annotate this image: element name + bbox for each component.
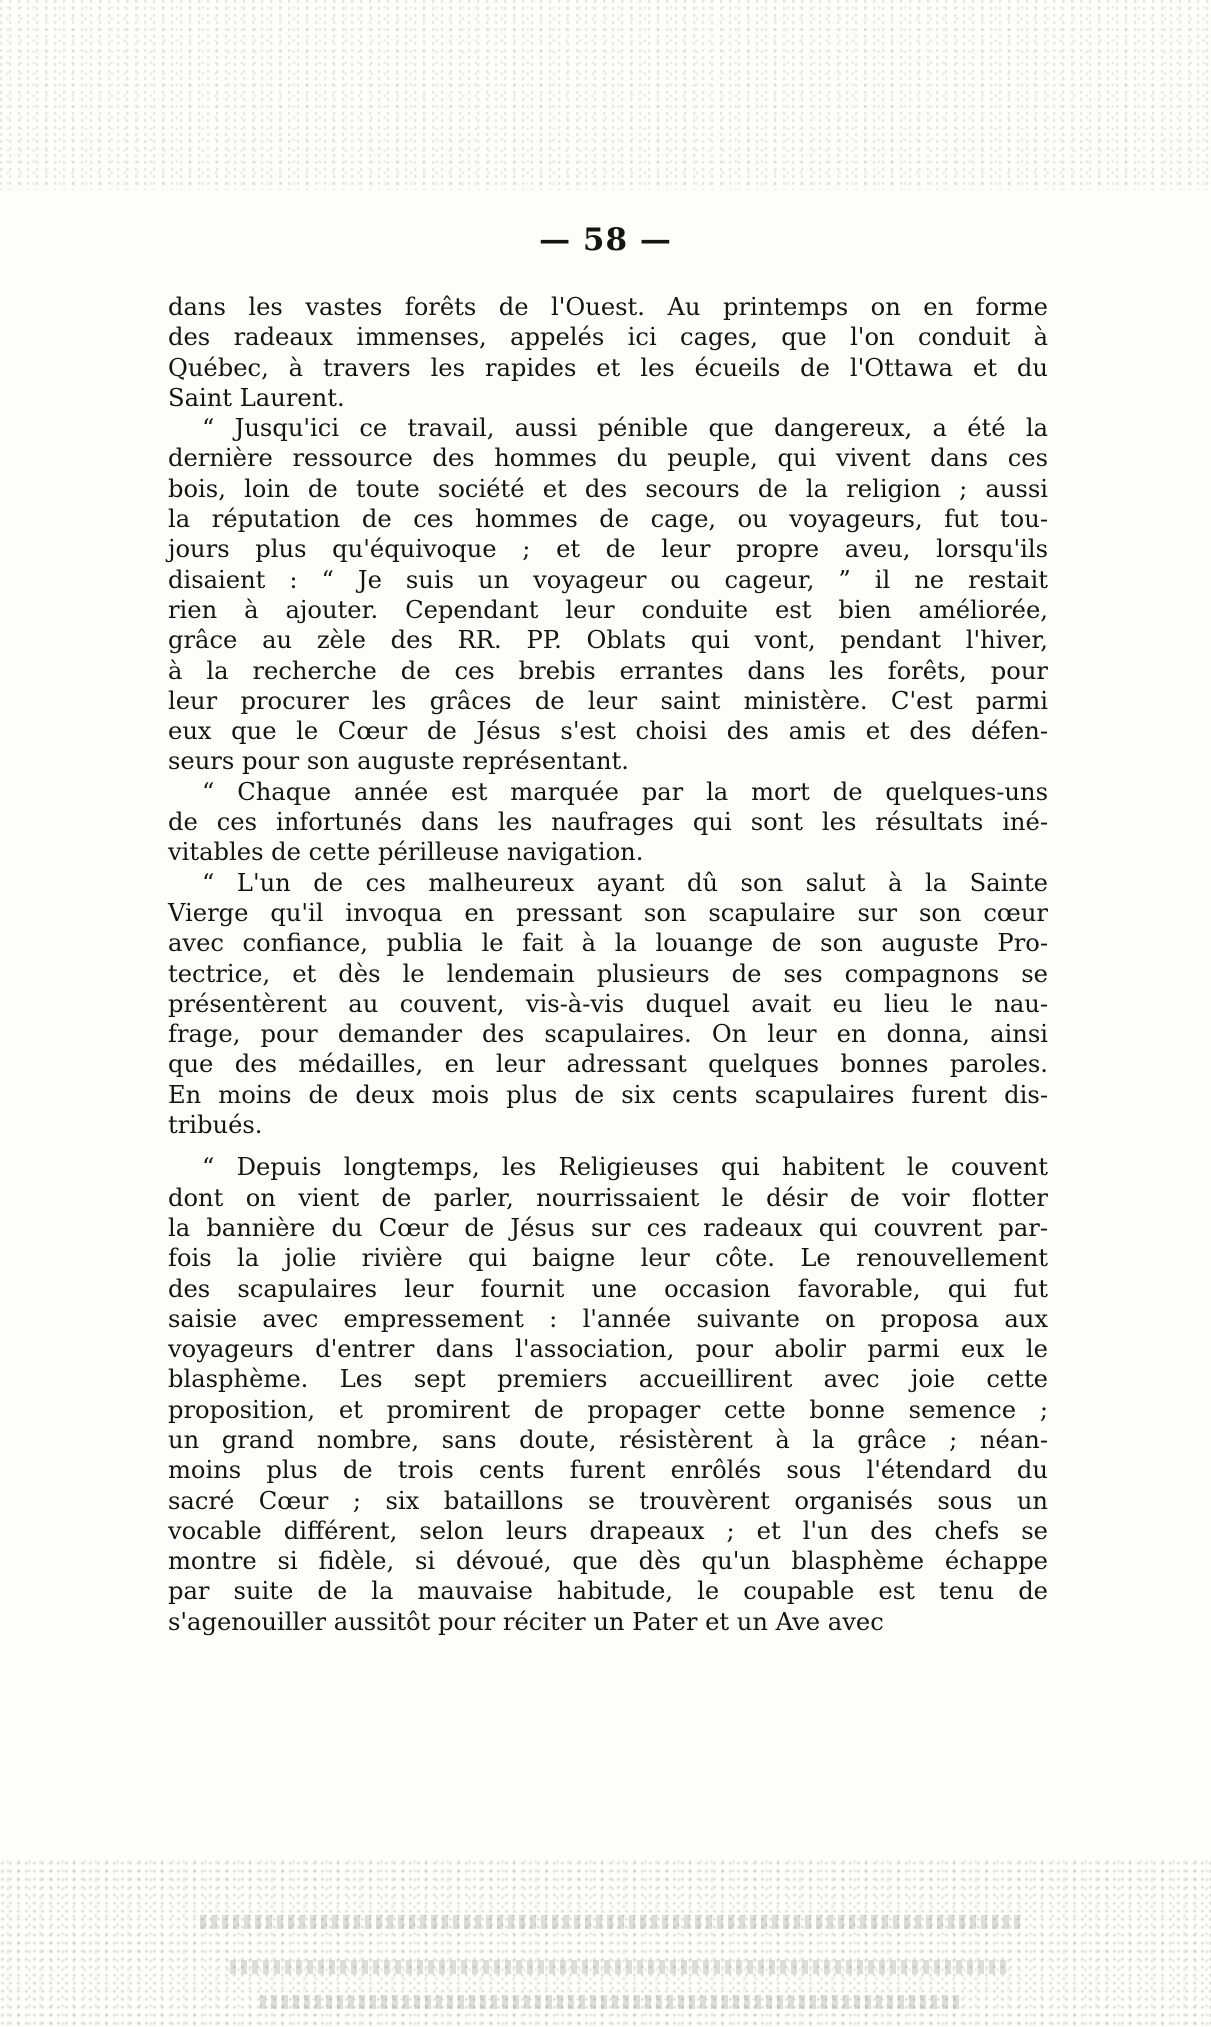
text-line: sacré Cœur ; six bataillons se trouvèrent organisés sous un [168,1486,1048,1515]
text-line: blasphème. Les sept premiers accueillirent avec joie cette [168,1365,1048,1394]
text-line: “ L'un de ces malheureux ayant dû son salut à la Sainte [202,868,1048,897]
bleed-through-line [230,1960,1010,1974]
text-line: frage, pour demander des scapulaires. On leur en donna, ainsi [168,1020,1048,1049]
text-line: disaient : “ Je suis un voyageur ou cageur, ” il ne restait [168,565,1048,594]
bleed-through-line [260,1995,960,2009]
text-line: saisie avec empressement : l'année suivante on proposa aux [168,1304,1048,1333]
text-line: tribués. [168,1111,263,1140]
text-line: que des médailles, en leur adressant quelques bonnes paroles. [168,1050,1048,1079]
text-line: la bannière du Cœur de Jésus sur ces radeaux qui couvrent par- [168,1213,1048,1242]
text-line: seurs pour son auguste représentant. [168,747,629,776]
text-line: s'agenouiller aussitôt pour réciter un Pater et un Ave avec [168,1607,884,1636]
text-line: à la recherche de ces brebis errantes dans les forêts, pour [168,656,1048,685]
text-line: “ Chaque année est marquée par la mort de quelques-uns [202,777,1048,806]
text-line: fois la jolie rivière qui baigne leur côte. Le renouvellement [168,1244,1048,1273]
text-line: “ Jusqu'ici ce travail, aussi pénible que dangereux, a été la [202,414,1048,443]
paragraph [168,413,1048,777]
text-line: En moins de deux mois plus de six cents scapulaires furent dis- [168,1080,1048,1109]
text-line: proposition, et promirent de propager cette bonne semence ; [168,1395,1048,1424]
text-line: tectrice, et dès le lendemain plusieurs de ses compagnons se [168,959,1048,988]
text-line: avec confiance, publia le fait à la louange de son auguste Pro- [168,929,1048,958]
text-line: des radeaux immenses, appelés ici cages, que l'on conduit à [168,323,1048,352]
text-line: moins plus de trois cents furent enrôlés sous l'étendard du [168,1456,1048,1485]
text-line: vitables de cette périlleuse navigation. [168,838,644,867]
bleed-through-line [200,1915,1020,1929]
text-line: par suite de la mauvaise habitude, le coupable est tenu de [168,1577,1048,1606]
paragraph [168,1152,1048,1637]
text-line: voyageurs d'entrer dans l'association, pour abolir parmi eux le [168,1335,1048,1364]
page-number: — 58 — [539,222,672,258]
text-line: de ces infortunés dans les naufrages qui sont les résultats iné- [168,808,1048,837]
paragraph [168,777,1048,868]
paragraph [168,292,1048,413]
text-line: présentèrent au couvent, vis-à-vis duquel avait eu lieu le nau- [168,989,1048,1018]
text-line: la réputation de ces hommes de cage, ou voyageurs, fut tou- [168,505,1048,534]
text-line: “ Depuis longtemps, les Religieuses qui habitent le couvent [202,1153,1048,1182]
text-line: Québec, à travers les rapides et les écueils de l'Ottawa et du [168,353,1048,382]
text-line: eux que le Cœur de Jésus s'est choisi des amis et des défen- [168,717,1048,746]
text-line: vocable différent, selon leurs drapeaux ; et l'un des chefs se [168,1516,1048,1545]
text-line: un grand nombre, sans doute, résistèrent à la grâce ; néan- [168,1425,1048,1454]
body-text [168,292,1048,1637]
text-line: jours plus qu'équivoque ; et de leur propre aveu, lorsqu'ils [168,535,1048,564]
text-line: dernière ressource des hommes du peuple, qui vivent dans ces [168,444,1048,473]
text-line: des scapulaires leur fournit une occasion favorable, qui fut [168,1274,1048,1303]
text-line: Vierge qu'il invoqua en pressant son scapulaire sur son cœur [168,898,1048,927]
text-line: dans les vastes forêts de l'Ouest. Au printemps on en forme [168,293,1048,321]
text-line: grâce au zèle des RR. PP. Oblats qui vont, pendant l'hiver, [168,626,1048,655]
text-line: Saint Laurent. [168,383,345,412]
text-line: rien à ajouter. Cependant leur conduite est bien améliorée, [168,595,1048,624]
text-line: leur procurer les grâces de leur saint ministère. C'est parmi [168,686,1048,715]
scan-noise-top [0,0,1211,190]
paragraph [168,868,1048,1141]
text-line: montre si fidèle, si dévoué, que dès qu'un blasphème échappe [168,1547,1048,1576]
text-line: bois, loin de toute société et des secours de la religion ; aussi [168,474,1048,503]
text-line: dont on vient de parler, nourrissaient le désir de voir flotter [168,1183,1048,1212]
